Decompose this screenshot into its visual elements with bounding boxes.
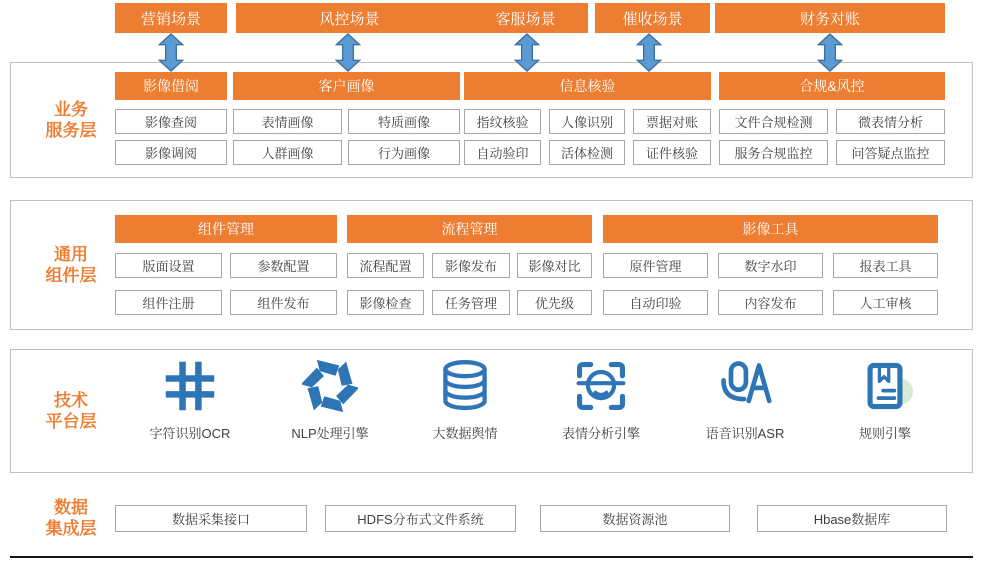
group-header-image-borrow [115, 72, 227, 100]
face-scan-icon [573, 358, 629, 414]
business-cell [464, 109, 541, 134]
cell-label: 组件发布 [257, 296, 310, 311]
platform-item-label: 字符识别OCR [149, 426, 231, 441]
cell-label: 版面设置 [142, 259, 195, 274]
group-header-label: 影像借阅 [143, 78, 199, 94]
component-cell [230, 253, 337, 278]
microphone-icon [717, 358, 773, 414]
double-arrow-icon [817, 33, 843, 72]
cell-label: 参数配置 [257, 259, 310, 274]
layer-title-line: 集成层 [45, 519, 97, 539]
component-cell [517, 253, 592, 278]
data-cell-hbase [757, 505, 947, 532]
platform-item-asr [680, 358, 810, 450]
cell-label: 微表情分析 [857, 115, 923, 130]
layer-title-line: 服务层 [45, 121, 97, 141]
cell-label: 数据资源池 [602, 512, 668, 527]
scenario-customer-service [463, 3, 588, 33]
cell-label: 原件管理 [629, 259, 682, 274]
platform-layer-title [25, 390, 117, 433]
database-icon [437, 358, 493, 414]
component-cell [432, 253, 510, 278]
cell-label: 活体检测 [560, 146, 613, 161]
component-cell [833, 290, 938, 315]
platform-item-label: 语音识别ASR [705, 426, 785, 441]
cell-label: 报表工具 [859, 259, 912, 274]
data-cell-resource-pool [540, 505, 730, 532]
cell-label: 行为画像 [377, 146, 430, 161]
cell-label: 自动印验 [629, 296, 682, 311]
ocr-grid-icon [162, 358, 218, 414]
component-cell [833, 253, 938, 278]
component-cell [230, 290, 337, 315]
business-cell [348, 140, 460, 165]
cell-label: 影像发布 [444, 259, 497, 274]
cell-label: 优先级 [534, 296, 574, 311]
cell-label: 组件注册 [142, 296, 195, 311]
cell-label: 数字水印 [744, 259, 797, 274]
layer-title-line: 平台层 [45, 412, 97, 432]
cell-label: 文件合规检测 [734, 115, 813, 130]
component-cell [718, 290, 823, 315]
group-header-customer-profile [233, 72, 460, 100]
cell-label: 自动验印 [476, 146, 529, 161]
cell-label: 影像调阅 [144, 146, 197, 161]
group-header-image-tools [603, 215, 938, 243]
platform-item-label: NLP处理引擎 [291, 426, 369, 441]
cell-label: 流程配置 [359, 259, 412, 274]
rulebook-icon [857, 358, 913, 414]
group-header-label: 合规&风控 [799, 78, 865, 94]
group-header-label: 信息核验 [559, 78, 616, 94]
component-cell [603, 253, 708, 278]
layer-title-line: 数据 [54, 498, 88, 517]
business-cell [115, 140, 227, 165]
cell-label: 服务合规监控 [734, 146, 813, 161]
business-cell [549, 109, 625, 134]
cell-label: 问答疑点监控 [851, 146, 930, 161]
data-cell-hdfs [325, 505, 516, 532]
double-arrow-icon [158, 33, 184, 72]
platform-item-label: 规则引擎 [858, 426, 911, 441]
cell-label: 人工审核 [859, 296, 912, 311]
cell-label: 影像检查 [359, 296, 412, 311]
scenario-label: 风控场景 [319, 10, 380, 28]
business-layer-title [25, 99, 117, 142]
component-cell [115, 253, 222, 278]
group-header-label: 流程管理 [441, 221, 498, 237]
cell-label: 内容发布 [744, 296, 797, 311]
scenario-label: 财务对账 [799, 10, 860, 28]
cell-label: Hbase数据库 [813, 512, 891, 527]
layer-title-line: 业务 [54, 100, 88, 119]
business-cell [719, 140, 828, 165]
group-header-compliance-risk [719, 72, 945, 100]
component-layer-title [25, 244, 117, 287]
business-cell [233, 109, 342, 134]
component-cell [115, 290, 222, 315]
business-cell [233, 140, 342, 165]
double-arrow-icon [335, 33, 361, 72]
scenario-collection [595, 3, 710, 33]
group-header-label: 客户画像 [318, 78, 375, 94]
scenario-label: 客服场景 [495, 10, 556, 28]
scenario-label: 营销场景 [140, 10, 201, 28]
component-cell [718, 253, 823, 278]
business-cell [348, 109, 460, 134]
cell-label: 影像对比 [528, 259, 581, 274]
cell-label: 票据对账 [645, 115, 698, 130]
business-cell [549, 140, 625, 165]
platform-item-rules [820, 358, 950, 450]
layer-title-line: 通用 [54, 245, 88, 264]
cell-label: HDFS分布式文件系统 [357, 512, 484, 527]
scenario-risk-control [236, 3, 463, 33]
component-cell [517, 290, 592, 315]
group-header-process-mgmt [347, 215, 592, 243]
data-layer-title [25, 497, 117, 540]
cell-label: 人像识别 [560, 115, 613, 130]
business-cell [633, 140, 711, 165]
scenario-label: 催收场景 [622, 10, 683, 28]
layer-title-line: 组件层 [45, 266, 97, 286]
cell-label: 证件核验 [645, 146, 698, 161]
layer-title-line: 技术 [54, 391, 88, 410]
group-header-info-verification [464, 72, 711, 100]
component-cell [347, 253, 424, 278]
platform-item-bigdata [400, 358, 530, 450]
cell-label: 数据采集接口 [171, 512, 250, 527]
cell-label: 指纹核验 [476, 115, 529, 130]
business-cell [836, 140, 945, 165]
business-cell [836, 109, 945, 134]
business-cell [719, 109, 828, 134]
data-cell-collect-api [115, 505, 307, 532]
platform-item-nlp [265, 358, 395, 450]
double-arrow-icon [514, 33, 540, 72]
group-header-component-mgmt [115, 215, 337, 243]
cell-label: 表情画像 [261, 115, 314, 130]
scenario-finance-reconciliation [715, 3, 945, 33]
scenario-marketing [115, 3, 227, 33]
component-cell [347, 290, 424, 315]
platform-item-ocr [125, 358, 255, 450]
component-cell [432, 290, 510, 315]
group-header-label: 影像工具 [742, 221, 799, 237]
platform-item-label: 表情分析引擎 [561, 426, 640, 441]
bottom-divider-line [10, 556, 973, 558]
group-header-label: 组件管理 [198, 221, 254, 237]
business-cell [115, 109, 227, 134]
platform-item-label: 大数据舆情 [432, 426, 498, 441]
business-cell [464, 140, 541, 165]
cell-label: 特质画像 [377, 115, 430, 130]
business-cell [633, 109, 711, 134]
double-arrow-icon [636, 33, 662, 72]
component-cell [603, 290, 708, 315]
cell-label: 任务管理 [444, 296, 497, 311]
cell-label: 人群画像 [261, 146, 314, 161]
platform-item-face [536, 358, 666, 450]
nlp-pinwheel-icon [302, 358, 358, 414]
cell-label: 影像查阅 [144, 115, 197, 130]
